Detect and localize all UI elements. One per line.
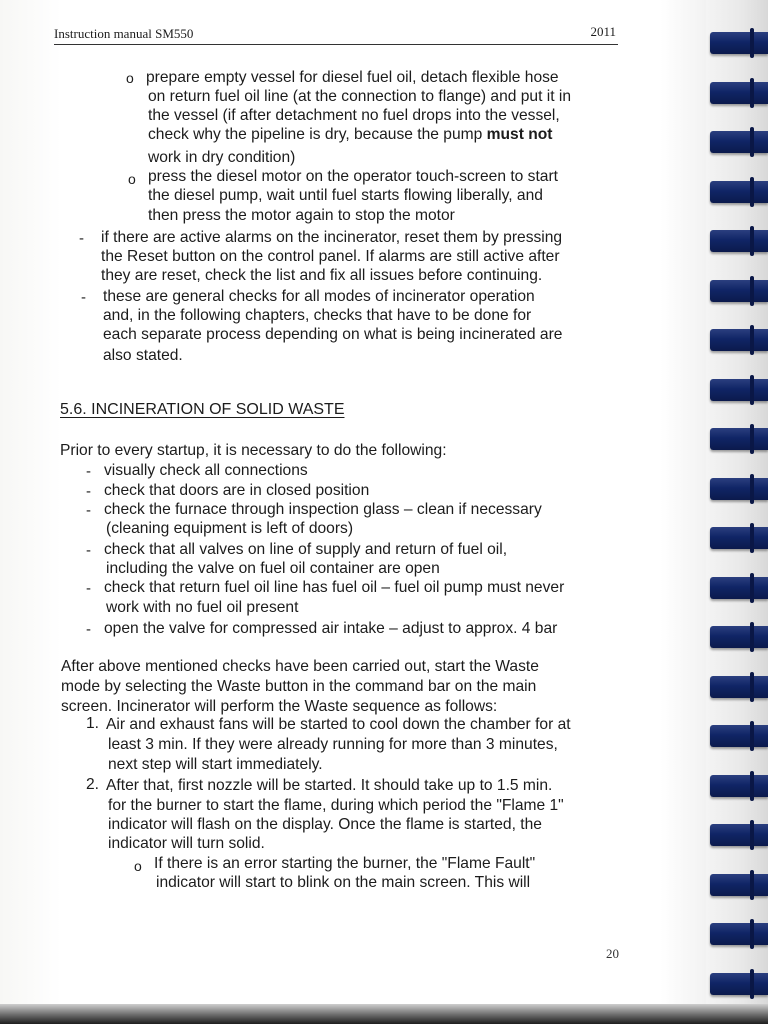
header-year: 2011 <box>590 24 616 39</box>
text-line: work in dry condition) <box>148 149 296 166</box>
dash-marker: - <box>86 463 91 480</box>
text-line: mode by selecting the Waste button in the command bar on the main <box>61 678 537 695</box>
binding-coil <box>710 280 768 302</box>
checklist-item: check that doors are in closed position <box>104 482 370 499</box>
page-header <box>54 24 618 45</box>
text-line: check why the pipeline is dry, because the pump must not <box>148 126 553 143</box>
binding-coil <box>710 824 768 846</box>
text-line: prepare empty vessel for diesel fuel oil, detach flexible hose <box>146 69 559 86</box>
page-number: 20 <box>606 946 619 961</box>
text-line: Air and exhaust fans will be started to cool down the chamber for at <box>106 716 571 733</box>
binding-coil <box>710 626 768 648</box>
text-line: screen. Incinerator will perform the Waste sequence as follows: <box>61 698 498 715</box>
bullet-marker: o <box>126 70 134 86</box>
dash-marker: - <box>86 542 91 559</box>
binding-coil <box>710 725 768 747</box>
text-line: these are general checks for all modes of incinerator operation <box>103 288 535 305</box>
binding-coil <box>710 329 768 351</box>
checklist-item: visually check all connections <box>104 462 308 479</box>
text-line: After above mentioned checks have been carried out, start the Waste <box>61 658 539 675</box>
binding-coil <box>710 82 768 104</box>
text-line: least 3 min. If they were already running for more than 3 minutes, <box>108 736 558 753</box>
text-line: also stated. <box>103 347 183 364</box>
section-heading: 5.6. INCINERATION OF SOLID WASTE <box>60 401 345 418</box>
text-line: If there is an error starting the burner, the "Flame Fault" <box>154 855 536 872</box>
checklist-item: check that return fuel oil line has fuel oil – fuel oil pump must never <box>104 579 565 596</box>
dash-marker: - <box>86 580 91 597</box>
text-line: and, in the following chapters, checks that have to be done for <box>103 307 532 324</box>
text-line: indicator will turn solid. <box>108 835 265 852</box>
section-intro: Prior to every startup, it is necessary to do the following: <box>60 442 447 459</box>
manual-title: Instruction manual SM550 <box>54 26 194 41</box>
text-line: they are reset, check the list and fix all issues before continuing. <box>101 267 543 284</box>
emphasis-text: must not <box>486 126 553 143</box>
binding-coil <box>710 230 768 252</box>
dash-marker: - <box>86 483 91 500</box>
checklist-item: work with no fuel oil present <box>106 599 299 616</box>
text-line: on return fuel oil line (at the connection to flange) and put it in <box>148 88 572 105</box>
binding-coil <box>710 478 768 500</box>
text-line: each separate process depending on what is being incinerated are <box>103 326 563 343</box>
binding-coil <box>710 428 768 450</box>
binding-coil <box>710 379 768 401</box>
text-line: if there are active alarms on the incinerator, reset them by pressing <box>101 229 563 246</box>
text-line: then press the motor again to stop the motor <box>148 207 455 224</box>
text-line: After that, first nozzle will be started. It should take up to 1.5 min. <box>106 777 553 794</box>
page-bottom-edge <box>0 1004 768 1024</box>
text-line: indicator will start to blink on the main screen. This will <box>156 874 531 891</box>
text-line: for the burner to start the flame, during which period the "Flame 1" <box>108 797 564 814</box>
text-line: the Reset button on the control panel. If alarms are still active after <box>101 248 560 265</box>
text-line: next step will start immediately. <box>108 756 323 773</box>
binding-coil <box>710 676 768 698</box>
dash-marker: - <box>86 621 91 638</box>
bullet-marker: o <box>134 858 142 874</box>
text-line: press the diesel motor on the operator touch-screen to start <box>148 168 558 185</box>
binding-coil <box>710 32 768 54</box>
checklist-item: open the valve for compressed air intake – adjust to approx. 4 bar <box>104 620 558 637</box>
binding-coil <box>710 923 768 945</box>
checklist-item: check that all valves on line of supply and return of fuel oil, <box>104 541 508 558</box>
binding-coil <box>710 577 768 599</box>
spiral-binding <box>706 0 768 1024</box>
binding-coil <box>710 973 768 995</box>
dash-marker: - <box>79 230 84 247</box>
text-line: the diesel pump, wait until fuel starts flowing liberally, and <box>148 187 543 204</box>
checklist-item: check the furnace through inspection glass – clean if necessary <box>104 501 542 518</box>
binding-coil <box>710 181 768 203</box>
binding-coil <box>710 775 768 797</box>
step-number: 1. <box>86 715 100 732</box>
binding-coil <box>710 527 768 549</box>
dash-marker: - <box>86 502 91 519</box>
checklist-item: including the valve on fuel oil container are open <box>106 560 440 577</box>
bullet-marker: o <box>128 171 136 187</box>
binding-coil <box>710 131 768 153</box>
step-number: 2. <box>86 776 100 793</box>
binding-coil <box>710 874 768 896</box>
dash-marker: - <box>81 289 86 306</box>
checklist-item: (cleaning equipment is left of doors) <box>106 520 354 537</box>
text-line: indicator will flash on the display. Once the flame is started, the <box>108 816 542 833</box>
text-line: the vessel (if after detachment no fuel drops into the vessel, <box>148 107 560 124</box>
